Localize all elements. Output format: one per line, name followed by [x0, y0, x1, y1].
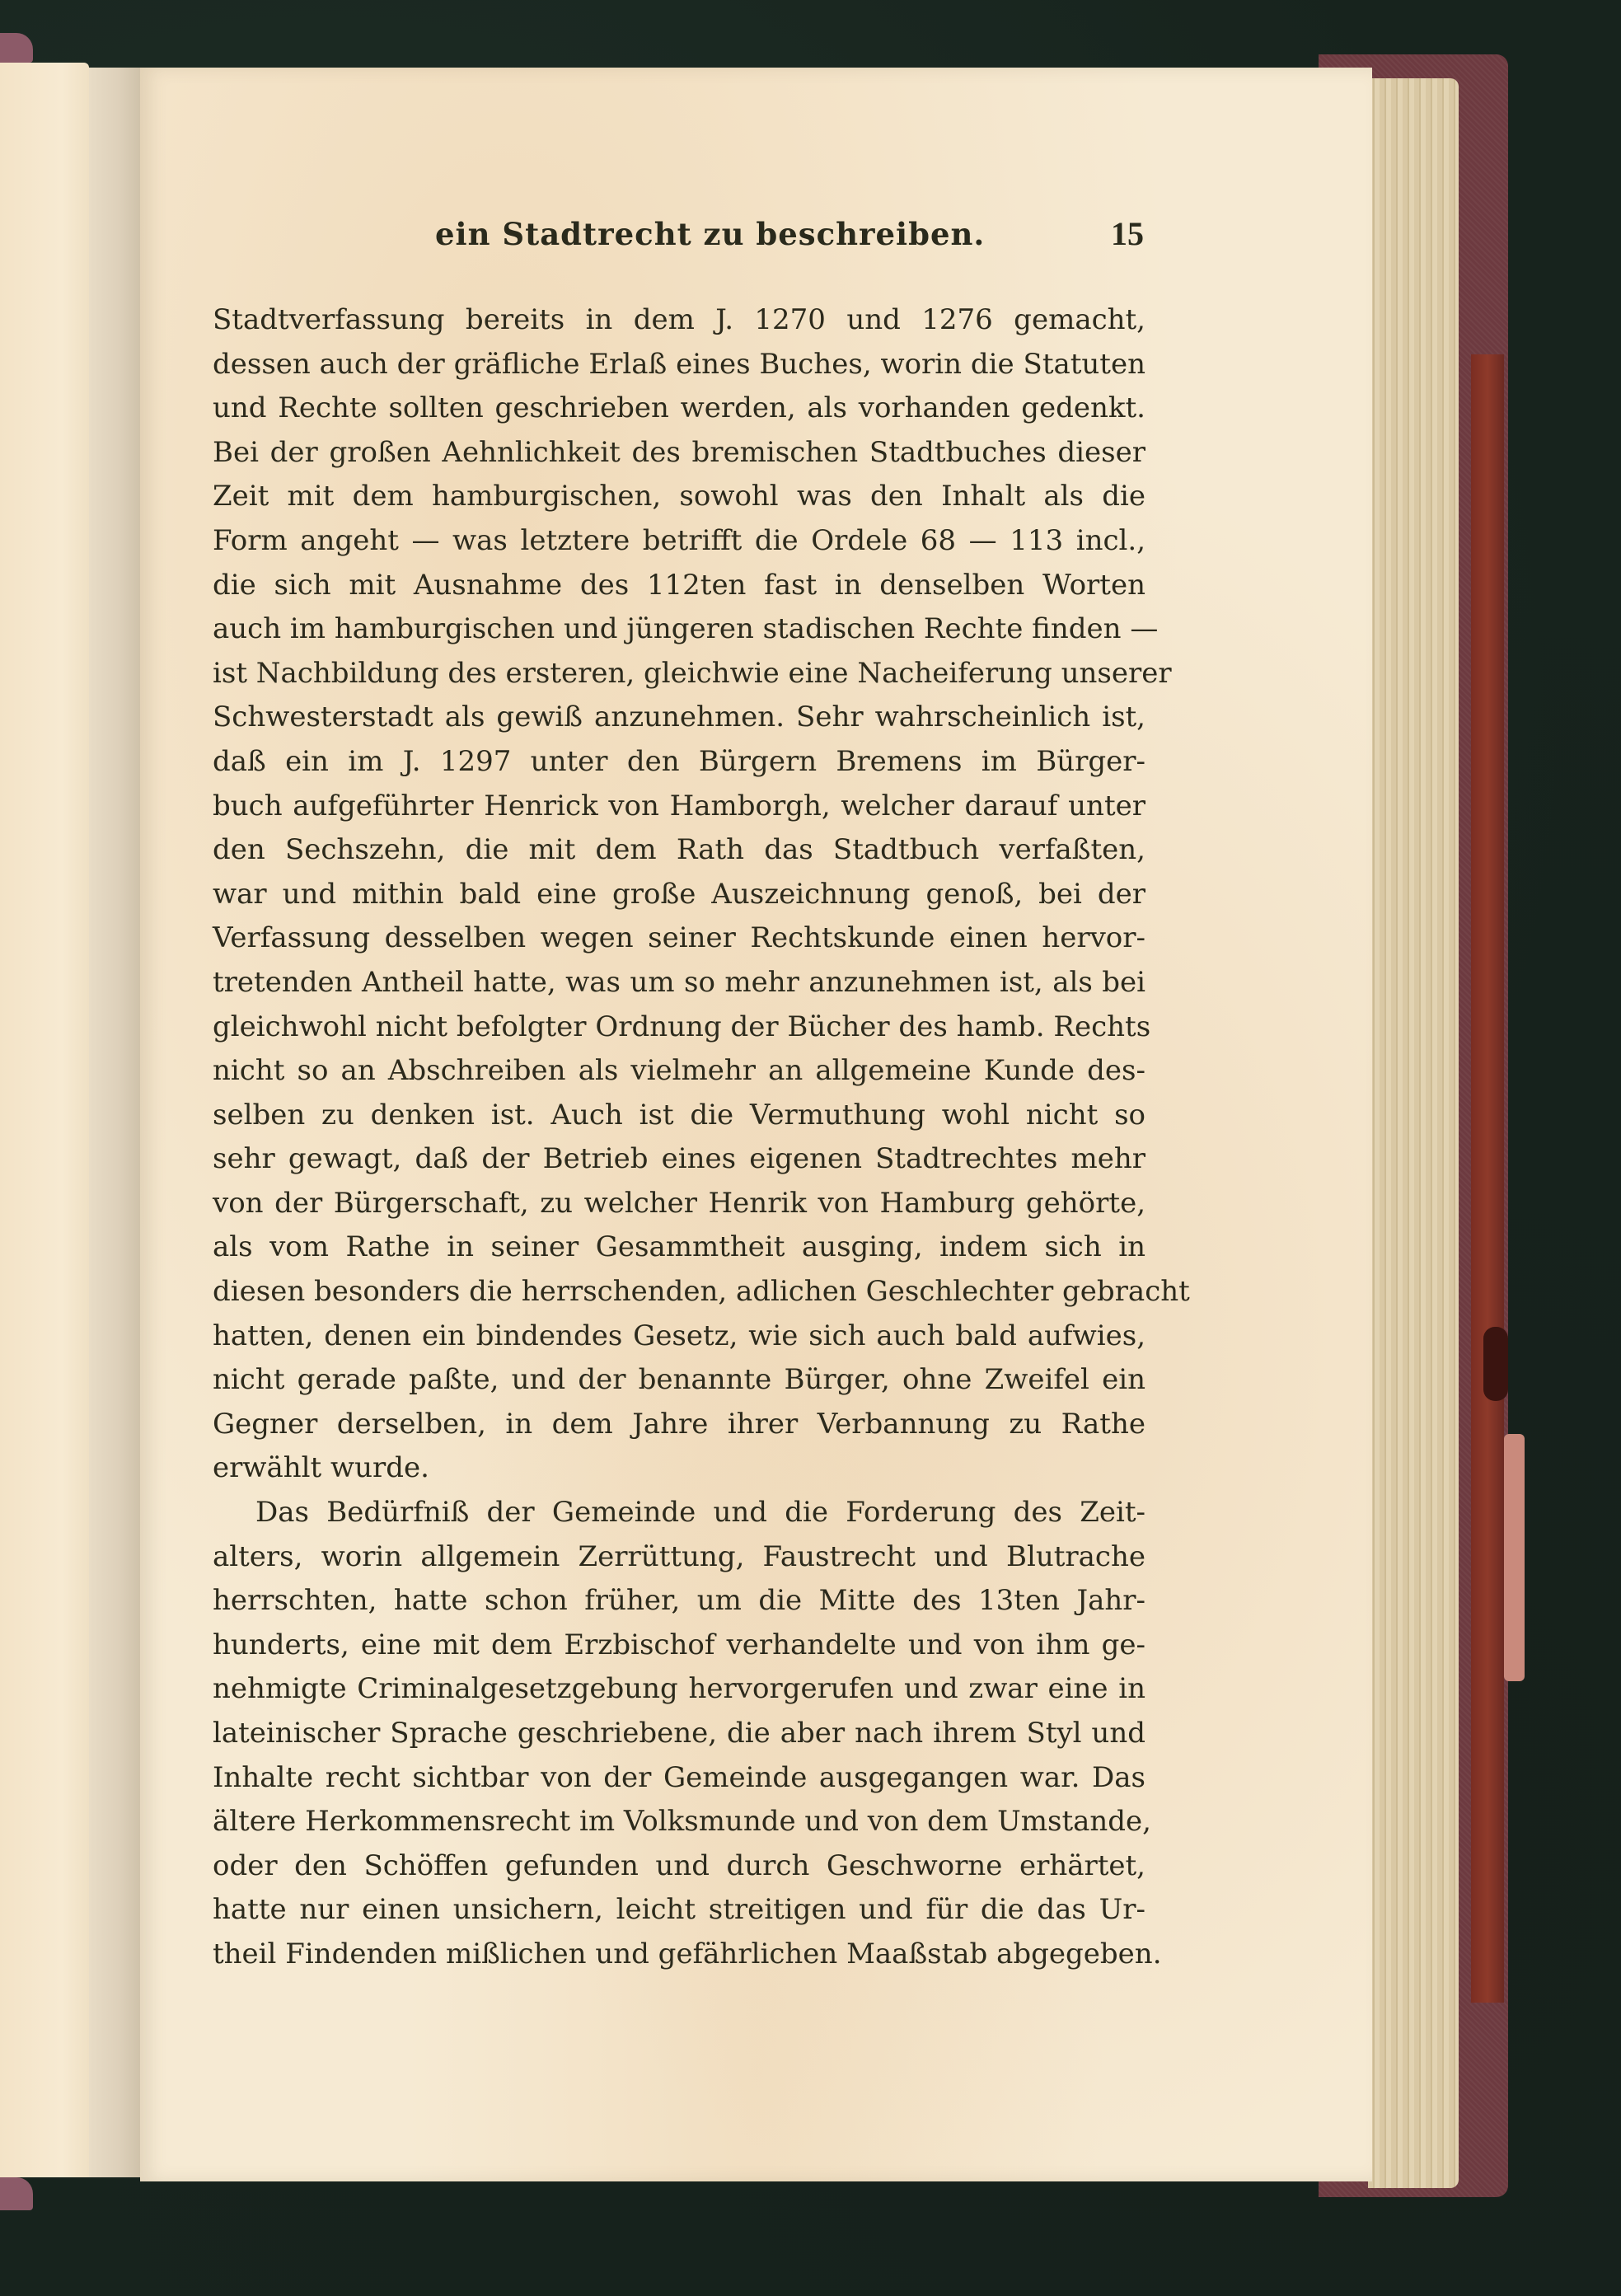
text-line: hatten, denen ein bindendes Gesetz, wie sich auch bald aufwies,: [213, 1319, 1145, 1352]
text-line: hunderts, eine mit dem Erzbischof verhandelte und von ihm ge-: [213, 1628, 1145, 1661]
text-line: oder den Schöffen gefunden und durch Geschworne erhärtet,: [213, 1849, 1145, 1882]
text-line: Schwesterstadt als gewiß anzunehmen. Sehr wahrscheinlich ist,: [213, 701, 1145, 734]
text-line: lateinischer Sprache geschriebene, die aber nach ihrem Styl und: [213, 1717, 1145, 1750]
text-line: Inhalte recht sichtbar von der Gemeinde ausgegangen war. Das: [213, 1760, 1145, 1794]
gutter-shadow: [89, 68, 140, 2177]
text-line: Zeit mit dem hamburgischen, sowohl was den Inhalt als die: [213, 480, 1145, 513]
text-line: Verfassung desselben wegen seiner Rechtskunde einen hervor-: [213, 921, 1145, 955]
text-line: ist Nachbildung des ersteren, gleichwie eine Nacheiferung unserer: [213, 656, 1172, 690]
text-line: als vom Rathe in seiner Gesammtheit ausging, indem sich in: [213, 1230, 1145, 1264]
text-line: hatte nur einen unsichern, leicht streitigen und für die das Ur-: [213, 1893, 1145, 1927]
text-line: auch im hamburgischen und jüngeren stadischen Rechte finden —: [213, 612, 1159, 646]
text-line: Bei der großen Aehnlichkeit des bremischen Stadtbuches dieser: [213, 435, 1145, 469]
text-line-paragraph-end: erwählt wurde.: [213, 1451, 429, 1485]
text-line: Gegner derselben, in dem Jahre ihrer Verbannung zu Rathe: [213, 1407, 1145, 1441]
text-line: nicht so an Abschreiben als vielmehr an allgemeine Kunde des-: [213, 1054, 1145, 1088]
text-line: nehmigte Criminalgesetzgebung hervorgerufen und zwar eine in: [213, 1672, 1145, 1706]
left-cover-corner-bottom: [0, 2177, 33, 2210]
text-line: den Sechszehn, die mit dem Rath das Stadtbuch verfaßten,: [213, 833, 1145, 867]
text-line: Stadtverfassung bereits in dem J. 1270 und 1276 gemacht,: [213, 303, 1145, 336]
cover-tear: [1504, 1434, 1525, 1681]
text-line: theil Findenden mißlichen und gefährlichen Maaßstab abgegeben.: [213, 1937, 1162, 1970]
running-title: ein Stadtrecht zu beschreiben.: [435, 216, 986, 252]
text-line-paragraph-start: Das Bedürfniß der Gemeinde und die Forderung des Zeit-: [255, 1496, 1145, 1530]
text-line: tretenden Antheil hatte, was um so mehr anzunehmen ist, als bei: [213, 965, 1145, 999]
cover-damage-spot: [1483, 1327, 1508, 1401]
cover-edge-band: [1471, 354, 1504, 2003]
text-line: war und mithin bald eine große Auszeichnung genoß, bei der: [213, 877, 1145, 911]
running-head: [427, 214, 1144, 264]
text-line: dessen auch der gräfliche Erlaß eines Buches, worin die Statuten: [213, 347, 1145, 381]
text-line: nicht gerade paßte, und der benannte Bürger, ohne Zweifel ein: [213, 1363, 1145, 1397]
text-line: von der Bürgerschaft, zu welcher Henrik von Hamburg gehörte,: [213, 1186, 1145, 1220]
text-line: diesen besonders die herrschenden, adlichen Geschlechter gebracht: [213, 1275, 1190, 1309]
text-line: selben zu denken ist. Auch ist die Vermuthung wohl nicht so: [213, 1098, 1145, 1132]
text-line: alters, worin allgemein Zerrüttung, Faustrecht und Blutrache: [213, 1539, 1145, 1573]
previous-page-edge: [0, 63, 89, 2177]
text-line: die sich mit Ausnahme des 112ten fast in denselben Worten: [213, 568, 1145, 602]
text-line: gleichwohl nicht befolgter Ordnung der Bücher des hamb. Rechts: [213, 1010, 1151, 1043]
text-line: ältere Herkommensrecht im Volksmunde und von dem Umstande,: [213, 1805, 1151, 1839]
text-line: daß ein im J. 1297 unter den Bürgern Bremens im Bürger-: [213, 744, 1145, 778]
text-line: sehr gewagt, daß der Betrieb eines eigenen Stadtrechtes mehr: [213, 1142, 1145, 1176]
page-number: 15: [1111, 215, 1144, 252]
text-line: buch aufgeführter Henrick von Hamborgh, welcher darauf unter: [213, 789, 1145, 822]
page-stack-edges: [1368, 78, 1459, 2188]
body-text: [213, 298, 1190, 1977]
left-cover-corner: [0, 33, 33, 63]
text-line: und Rechte sollten geschrieben werden, als vorhanden gedenkt.: [213, 391, 1145, 425]
text-line: herrschten, hatte schon früher, um die Mitte des 13ten Jahr-: [213, 1584, 1145, 1618]
text-line: Form angeht — was letztere betrifft die Ordele 68 — 113 incl.,: [213, 523, 1145, 557]
